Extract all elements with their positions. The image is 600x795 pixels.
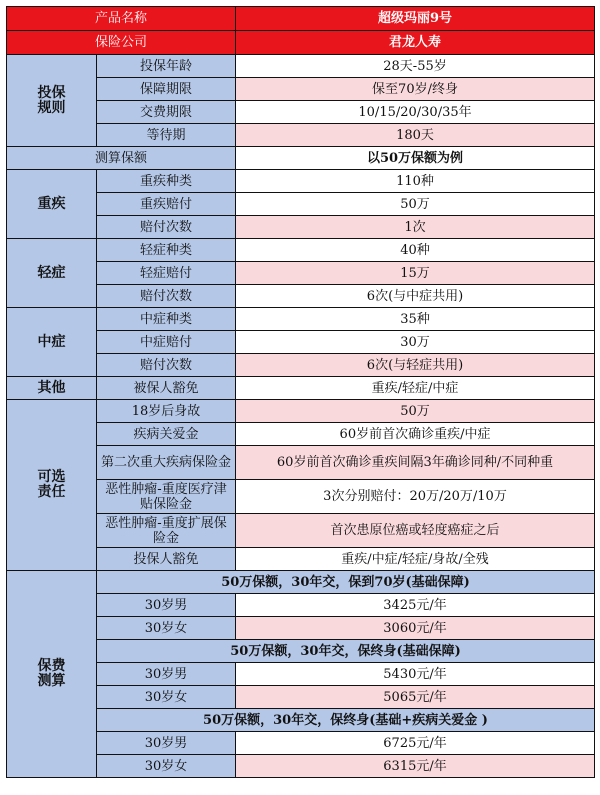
premium-value: 6725元/年 bbox=[236, 732, 595, 755]
optional-value: 60岁前首次确诊重疾间隔3年确诊同种/不同种重 bbox=[236, 446, 595, 480]
premium-value: 3060元/年 bbox=[236, 617, 595, 640]
critical-category: 重疾 bbox=[7, 170, 97, 239]
premium-label: 30岁男 bbox=[97, 663, 236, 686]
rule-label: 投保年龄 bbox=[97, 55, 236, 78]
mild-category: 轻症 bbox=[7, 239, 97, 308]
optional-label: 疾病关爱金 bbox=[97, 423, 236, 446]
premium-plan-title: 50万保额，30年交，保到70岁(基础保障) bbox=[97, 571, 595, 594]
rule-label: 保障期限 bbox=[97, 78, 236, 101]
rules-category: 投保 规则 bbox=[7, 55, 97, 147]
moderate-category: 中症 bbox=[7, 308, 97, 377]
mild-label: 轻症种类 bbox=[97, 239, 236, 262]
mild-label: 轻症赔付 bbox=[97, 262, 236, 285]
product-name-row bbox=[7, 7, 595, 31]
optional-label: 第二次重大疾病保险金 bbox=[97, 446, 236, 480]
other-category: 其他 bbox=[7, 377, 97, 400]
optional-value: 重疾/中症/轻症/身故/全残 bbox=[236, 548, 595, 571]
premium-label: 30岁男 bbox=[97, 594, 236, 617]
insurer-label: 保险公司 bbox=[7, 31, 236, 55]
calc-row bbox=[7, 147, 595, 170]
mild-value: 6次(与中症共用) bbox=[236, 285, 595, 308]
insurer-row bbox=[7, 31, 595, 55]
mild-value: 15万 bbox=[236, 262, 595, 285]
optional-label: 投保人豁免 bbox=[97, 548, 236, 571]
rule-value: 28天-55岁 bbox=[236, 55, 595, 78]
product-name-label: 产品名称 bbox=[7, 7, 236, 31]
moderate-label: 中症赔付 bbox=[97, 331, 236, 354]
optional-row bbox=[7, 400, 595, 423]
premium-label: 30岁男 bbox=[97, 732, 236, 755]
optional-value: 3次分别赔付：20万/20万/10万 bbox=[236, 480, 595, 514]
moderate-label: 赔付次数 bbox=[97, 354, 236, 377]
moderate-row bbox=[7, 308, 595, 331]
critical-row bbox=[7, 170, 595, 193]
premium-plan-title: 50万保额，30年交，保终身(基础保障) bbox=[97, 640, 595, 663]
moderate-value: 30万 bbox=[236, 331, 595, 354]
premium-category: 保费 测算 bbox=[7, 571, 97, 778]
calc-label: 测算保额 bbox=[7, 147, 236, 170]
critical-label: 重疾赔付 bbox=[97, 193, 236, 216]
critical-value: 1次 bbox=[236, 216, 595, 239]
critical-label: 重疾种类 bbox=[97, 170, 236, 193]
other-value: 重疾/轻症/中症 bbox=[236, 377, 595, 400]
moderate-value: 35种 bbox=[236, 308, 595, 331]
optional-label: 恶性肿瘤-重度医疗津贴保险金 bbox=[97, 480, 236, 514]
optional-label: 恶性肿瘤-重度扩展保险金 bbox=[97, 514, 236, 548]
premium-label: 30岁女 bbox=[97, 755, 236, 778]
other-row bbox=[7, 377, 595, 400]
premium-value: 6315元/年 bbox=[236, 755, 595, 778]
mild-value: 40种 bbox=[236, 239, 595, 262]
moderate-label: 中症种类 bbox=[97, 308, 236, 331]
insurer-value: 君龙人寿 bbox=[236, 31, 595, 55]
product-name-value: 超级玛丽9号 bbox=[236, 7, 595, 31]
optional-category: 可选 责任 bbox=[7, 400, 97, 571]
calc-value: 以50万保额为例 bbox=[236, 147, 595, 170]
rules-row bbox=[7, 55, 595, 78]
rule-value: 180天 bbox=[236, 124, 595, 147]
premium-plan-title: 50万保额，30年交，保终身(基础+疾病关爱金 ) bbox=[97, 709, 595, 732]
mild-row bbox=[7, 239, 595, 262]
premium-value: 5065元/年 bbox=[236, 686, 595, 709]
rule-value: 保至70岁/终身 bbox=[236, 78, 595, 101]
optional-value: 首次患原位癌或轻度癌症之后 bbox=[236, 514, 595, 548]
optional-value: 60岁前首次确诊重疾/中症 bbox=[236, 423, 595, 446]
premium-value: 5430元/年 bbox=[236, 663, 595, 686]
premium-label: 30岁女 bbox=[97, 617, 236, 640]
critical-value: 50万 bbox=[236, 193, 595, 216]
mild-label: 赔付次数 bbox=[97, 285, 236, 308]
premium-plan-header bbox=[7, 571, 595, 594]
critical-label: 赔付次数 bbox=[97, 216, 236, 239]
rule-value: 10/15/20/30/35年 bbox=[236, 101, 595, 124]
critical-value: 110种 bbox=[236, 170, 595, 193]
rule-label: 交费期限 bbox=[97, 101, 236, 124]
other-label: 被保人豁免 bbox=[97, 377, 236, 400]
moderate-value: 6次(与轻症共用) bbox=[236, 354, 595, 377]
rule-label: 等待期 bbox=[97, 124, 236, 147]
premium-value: 3425元/年 bbox=[236, 594, 595, 617]
optional-label: 18岁后身故 bbox=[97, 400, 236, 423]
optional-value: 50万 bbox=[236, 400, 595, 423]
premium-label: 30岁女 bbox=[97, 686, 236, 709]
insurance-comparison-table bbox=[6, 6, 595, 778]
